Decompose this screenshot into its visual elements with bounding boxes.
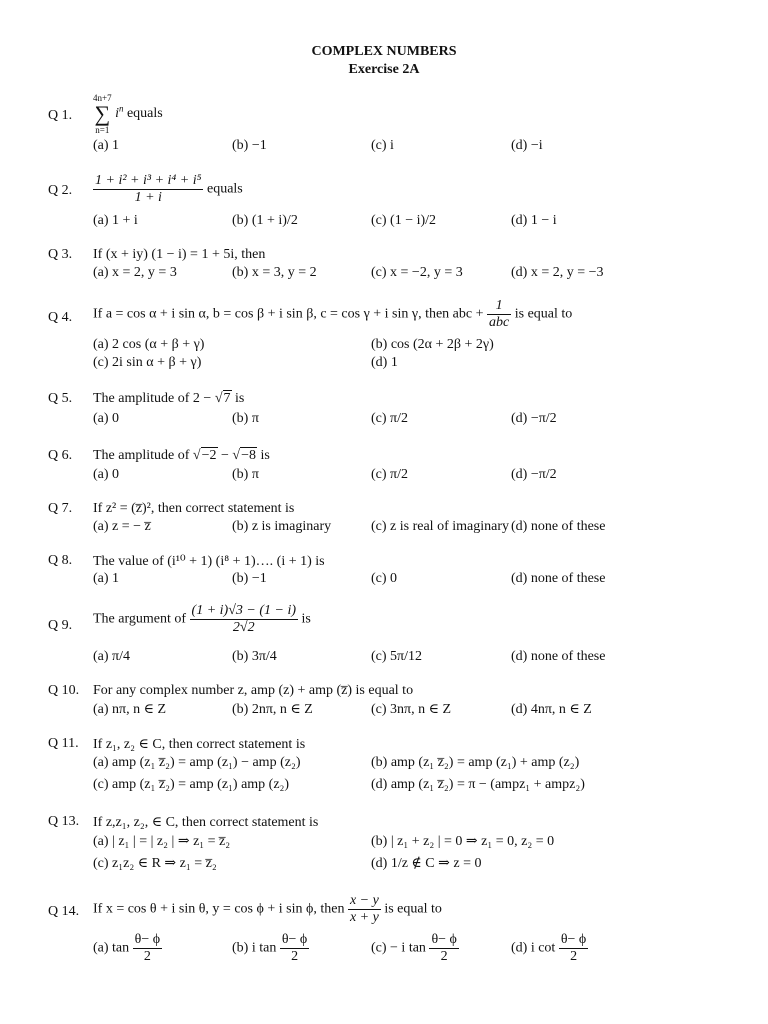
minus-sign: − [221, 448, 229, 463]
fraction-denominator: x + y [349, 910, 379, 925]
fraction [429, 932, 458, 965]
question-stem: If z₁, z₂ ∈ C, then correct statement is [93, 737, 306, 752]
option-a: (a) x = 2, y = 3 [93, 265, 177, 280]
fraction-denominator: 2 [440, 949, 448, 964]
question-number: Q 3. [48, 247, 73, 262]
radical-icon: √ [232, 448, 241, 463]
stem-text: The amplitude of [93, 448, 190, 463]
fraction-numerator: x − y [349, 893, 379, 908]
radical-icon: √ [192, 448, 201, 463]
stem-suffix: is equal to [384, 901, 442, 917]
option-d: (d) −i [511, 138, 543, 153]
option-d: (d) none of these [511, 649, 606, 664]
option-b: (b) (1 + i)/2 [232, 213, 298, 228]
option-b: (b) 2nπ, n ∈ Z [232, 702, 313, 717]
option-b: (b) z is imaginary [232, 519, 332, 534]
page-title: COMPLEX NUMBERS [311, 44, 457, 59]
sum-body: i [115, 106, 119, 122]
radical-icon: √ [214, 391, 223, 406]
option-b: (b) | z₁ + z₂ | = 0 ⇒ z₁ = 0, z₂ = 0 [371, 834, 555, 849]
fraction [133, 932, 162, 965]
fraction-denominator: 1 + i [134, 190, 162, 205]
question-number: Q 7. [48, 501, 73, 516]
option-d: (d) −π/2 [511, 467, 557, 482]
stem-suffix: is [235, 391, 245, 406]
option-a: (a) nπ, n ∈ Z [93, 702, 167, 717]
question-stem [93, 603, 311, 636]
radicand: −2 [201, 448, 217, 463]
fraction-numerator: (1 + i)√3 − (1 − i) [191, 603, 296, 618]
option-a: (a) 1 [93, 571, 120, 586]
question-stem: The value of (i¹⁰ + 1) (i⁸ + 1)…. (i + 1) is [93, 554, 325, 569]
summation [93, 93, 112, 135]
question-stem [93, 93, 163, 135]
option-c: (c) 2i sin α + β + γ) [93, 355, 202, 370]
sum-upper-limit: 4n+7 [93, 93, 112, 103]
fraction-numerator: θ− ϕ [560, 932, 587, 947]
option-prefix: (d) i cot [511, 940, 556, 956]
square-root [215, 391, 232, 407]
radicand: 7 [223, 391, 231, 406]
question-stem: If (x + iy) (1 − i) = 1 + 5i, then [93, 247, 266, 262]
option-c: (c) z₁z₂ ∈ R ⇒ z₁ = z̅₂ [93, 856, 217, 871]
sum-lower-limit: n=1 [95, 125, 110, 135]
question-number: Q 9. [48, 618, 73, 633]
question-stem [93, 893, 442, 926]
option-prefix: (a) tan [93, 940, 130, 956]
stem-text: The amplitude of 2 − [93, 391, 212, 406]
sum-exponent: n [118, 103, 124, 114]
question-number: Q 13. [48, 814, 80, 829]
option-c: (c) x = −2, y = 3 [371, 265, 463, 280]
option-d: (d) amp (z₁ z̅₂) = π − (ampz₁ + ampz₂) [371, 777, 585, 792]
option-c: (c) 3nπ, n ∈ Z [371, 702, 452, 717]
option-a: (a) | z₁ | = | z₂ | ⇒ z₁ = z̅₂ [93, 834, 231, 849]
stem-text: If x = cos θ + i sin θ, y = cos ϕ + i sin ϕ, then [93, 901, 345, 917]
option-b: (b) −1 [232, 571, 267, 586]
question-number: Q 1. [48, 108, 73, 123]
fraction [280, 932, 309, 965]
option-d: (d) 4nπ, n ∈ Z [511, 702, 592, 717]
option-b: (b) π [232, 411, 259, 426]
fraction-denominator: 2 [570, 949, 578, 964]
option-d: (d) 1 − i [511, 213, 557, 228]
question-number: Q 6. [48, 448, 73, 463]
option-b: (b) −1 [232, 138, 267, 153]
option-prefix: (b) i tan [232, 940, 277, 956]
option-a: (a) π/4 [93, 649, 130, 664]
option-d [511, 932, 588, 965]
fraction-denominator: 2 [291, 949, 299, 964]
fraction [559, 932, 588, 965]
stem-suffix: equals [126, 106, 163, 122]
radicand: −8 [241, 448, 257, 463]
option-c: (c) i [371, 138, 394, 153]
question-number: Q 4. [48, 310, 73, 325]
option-b [232, 932, 309, 965]
question-number: Q 5. [48, 391, 73, 406]
option-d: (d) none of these [511, 519, 606, 534]
question-stem [93, 391, 244, 407]
fraction-denominator: 2 [143, 949, 151, 964]
option-d: (d) 1/z ∉ C ⇒ z = 0 [371, 856, 482, 871]
option-b: (b) 3π/4 [232, 649, 277, 664]
fraction [487, 298, 511, 331]
fraction [190, 603, 298, 636]
stem-text: The argument of [93, 611, 187, 627]
question-stem [93, 448, 270, 464]
option-d: (d) x = 2, y = −3 [511, 265, 604, 280]
question-stem [93, 298, 572, 331]
question-stem: For any complex number z, amp (z) + amp (z̅) is equal to [93, 683, 414, 698]
question-number: Q 10. [48, 683, 80, 698]
option-c: (c) π/2 [371, 467, 408, 482]
question-number: Q 14. [48, 904, 80, 919]
option-b: (b) π [232, 467, 259, 482]
fraction-denominator: 2√2 [232, 620, 255, 635]
stem-text: If a = cos α + i sin α, b = cos β + i sin β, c = cos γ + i sin γ, then abc + [93, 306, 484, 322]
fraction-numerator: θ− ϕ [134, 932, 161, 947]
option-a [93, 932, 162, 965]
option-b: (b) amp (z₁ z̅₂) = amp (z₁) + amp (z₂) [371, 755, 580, 770]
fraction-denominator: abc [489, 315, 510, 330]
option-b: (b) x = 3, y = 2 [232, 265, 317, 280]
fraction [348, 893, 381, 926]
option-d: (d) −π/2 [511, 411, 557, 426]
option-d: (d) none of these [511, 571, 606, 586]
option-c: (c) z is real of imaginary [371, 519, 509, 534]
option-b: (b) cos (2α + 2β + 2γ) [371, 337, 494, 352]
option-a: (a) amp (z₁ z̅₂) = amp (z₁) − amp (z₂) [93, 755, 301, 770]
sigma-icon: ∑ [94, 101, 111, 126]
option-a: (a) 0 [93, 467, 120, 482]
fraction-numerator: θ− ϕ [431, 932, 457, 947]
option-c [371, 932, 459, 965]
option-c: (c) amp (z₁ z̅₂) = amp (z₁) amp (z₂) [93, 777, 290, 792]
question-number: Q 2. [48, 183, 73, 198]
option-prefix: (c) − i tan [371, 940, 426, 956]
option-a: (a) 1 + i [93, 213, 138, 228]
square-root [193, 448, 218, 464]
page-subtitle: Exercise 2A [348, 62, 420, 77]
question-number: Q 11. [48, 736, 79, 751]
stem-suffix: is [301, 611, 311, 627]
question-stem: If z² = (z̅)², then correct statement is [93, 501, 295, 516]
question-stem [93, 173, 243, 206]
option-a: (a) 0 [93, 411, 120, 426]
option-a: (a) 1 [93, 138, 120, 153]
option-c: (c) π/2 [371, 411, 408, 426]
option-d: (d) 1 [371, 355, 398, 370]
option-c: (c) 5π/12 [371, 649, 422, 664]
stem-suffix: equals [206, 181, 243, 197]
option-c: (c) (1 − i)/2 [371, 213, 437, 228]
fraction-numerator: θ− ϕ [281, 932, 308, 947]
fraction-numerator: 1 + i² + i³ + i⁴ + i⁵ [95, 173, 202, 188]
fraction [93, 173, 203, 206]
option-a: (a) 2 cos (α + β + γ) [93, 337, 205, 352]
square-root [232, 448, 257, 464]
option-a: (a) z = − z̅ [93, 519, 151, 534]
option-c: (c) 0 [371, 571, 398, 586]
question-number: Q 8. [48, 553, 73, 568]
stem-suffix: is [260, 448, 270, 463]
stem-suffix: is equal to [514, 306, 573, 322]
question-stem: If z,z₁, z₂, ∈ C, then correct statement is [93, 815, 319, 830]
fraction-numerator: 1 [487, 298, 511, 315]
